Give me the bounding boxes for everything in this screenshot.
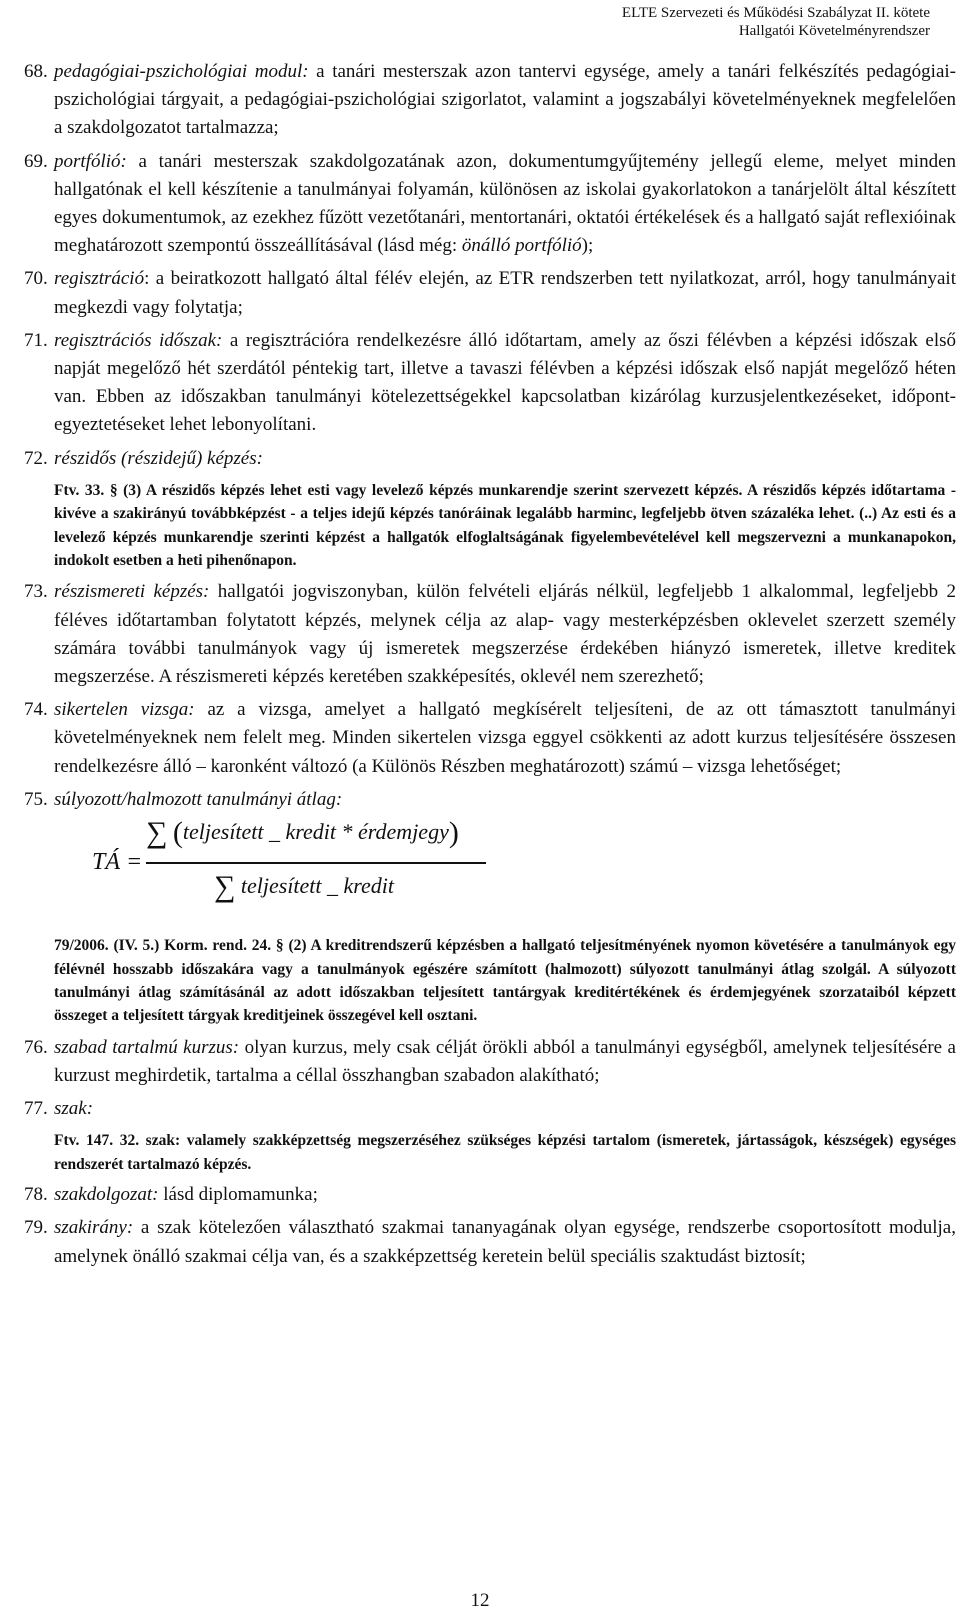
close-paren: ) [448, 816, 459, 850]
item-number: 70. [24, 268, 48, 290]
item-number: 74. [24, 699, 48, 721]
item-number: 77. [24, 1098, 48, 1120]
citation-text: Ftv. 147. 32. szak: valamely szakképzettség megszerzéséhez szükséges képzési tartalom (ismeretek, jártasságok, készségek) egységes rendszerét tartalmazó képzés. [54, 1132, 956, 1173]
definition-text: a regisztrációra rendelkezésre álló időtartam, amely az őszi félévben a képzési időszak első napját megelőző hét szerdától péntekig tart, illetve a tavaszi félévben a képzési időszak első napját megelőző héten van. Ebben az időszakban tanulmányi kötelezettségekkel kapcsolatban kizárólag kurzusjelentkezéseket, időpont-egyeztetéseket lehet lebonyolítani. [54, 329, 957, 436]
item-number: 75. [24, 788, 48, 810]
definition-text: lásd diplomamunka; [158, 1184, 318, 1206]
definition-70 [24, 265, 956, 321]
legal-citation-72 [24, 479, 956, 573]
item-number: 71. [24, 329, 48, 351]
definition-text: az a vizsga, amelyet a hallgató megkísérelt teljesíteni, de az ott támasztott tanulmányi követelményeknek nem felelt meg. Minden sikertelen vizsga eggyel csökkenti az adott kurzus teljesítésére összesen rendelkezésre álló – karonként változó (a Különös Részben meghatározott) számú – vizsga lehetőséget; [54, 699, 956, 777]
term: szak: [54, 1098, 94, 1120]
definition-76 [24, 1034, 956, 1090]
cross-reference: önálló portfólió [461, 235, 582, 257]
definition-tail: ); [581, 235, 594, 257]
term: részismereti képzés: [54, 581, 210, 603]
open-paren: ( [172, 816, 183, 850]
sum-symbol: ∑ [214, 870, 236, 904]
definition-text: a tanári mesterszak azon tantervi egysége, amely a tanári felkészítés pedagógiai-pszichológiai tárgyait, a pedagógiai-pszichológiai szigorlatot, valamint a jogszabályi követelményeknek megfelelően a szakdolgozatot tartalmazza; [54, 61, 956, 139]
definition-75 [24, 786, 956, 814]
definition-text: : a beiratkozott hallgató által félév elején, az ETR rendszerben tett nyilatkozat, arról, hogy tanulmányait megkezdi vagy folytatja; [54, 268, 956, 318]
definition-78 [24, 1181, 956, 1209]
citation-text: 79/2006. (IV. 5.) Korm. rend. 24. § (2) A kreditrendszerű képzésben a hallgató teljesítményének nyomon követésére a tanulmányok egy félévnél hosszabb időszakára vagy a tanulmányok egészére számított (halmozott) súlyozott tanulmányi átlag szolgál. A súlyozott tanulmányi átlag számításánál az adott időszakban teljesített tantárgyak kreditértékének és érdemjegyének szorzataiból képzett összeget a teljesített tárgyak kreditjeinek összegével kell osztani. [54, 937, 956, 1025]
term: részidős (részidejű) képzés: [54, 447, 263, 469]
running-header [622, 4, 930, 40]
definition-text: hallgatói jogviszonyban, külön felvételi eljárás nélkül, legfeljebb 1 alkalommal, legfeljebb 2 féléves időtartamban folytatott képzés, melynek célja az alap- vagy mesterképzésben oklevelet szerzett személy számára további tanulmányok vagy új ismeretek megszerzése érdekében hiányzó ismeretek, illetve kreditek megszerzése. A részismereti képzés keretében szakképesítés, oklevél nem szerezhető; [54, 581, 956, 688]
term: portfólió: [54, 150, 127, 172]
definition-text: a szak kötelezően választható szakmai tananyagának olyan egysége, rendszerbe csoportosított modulja, amelynek önálló szakmai célja van, és a szakképzettség keretein belül speciális szaktudást biztosít; [54, 1217, 956, 1267]
page-number: 12 [470, 1590, 490, 1611]
definition-68 [24, 58, 956, 143]
term: pedagógiai-pszichológiai modul: [54, 61, 309, 82]
header-line-1: ELTE Szervezeti és Működési Szabályzat II. kötete [621, 5, 930, 21]
fraction-bar [146, 862, 486, 864]
definition-73 [24, 578, 956, 691]
definition-79 [24, 1214, 956, 1270]
definition-74 [24, 696, 956, 781]
term: szakirány: [54, 1217, 134, 1239]
item-number: 69. [24, 150, 48, 172]
legal-citation-77 [24, 1129, 956, 1176]
definition-77 [24, 1095, 956, 1123]
denominator-text: teljesített _ kredit [240, 873, 395, 899]
definitions-list [24, 52, 956, 1271]
numerator-text: teljesített _ kredit * érdemjegy [182, 819, 449, 845]
term: sikertelen vizsga: [54, 699, 195, 721]
item-number: 68. [24, 61, 48, 82]
citation-text: Ftv. 33. § (3) A részidős képzés lehet esti vagy levelező képzés munkarendje szerint szervezett képzés. A részidős képzés időtartama - kivéve a szakirányú továbbképzést - a teljes idejű képzés tanóráinak legalább harminc, legfeljebb ötven százaléka lehet. (..) Az esti és a levelező képzés munkarendje szerinti képzést a hallgatók elfoglaltságának figyelembevételével kell megszervezni a munkanapokon, indokolt esetben a heti pihenőnapon. [54, 481, 956, 570]
definition-71 [24, 327, 956, 440]
term: súlyozott/halmozott tanulmányi átlag: [54, 788, 343, 810]
weighted-average-formula [24, 816, 956, 928]
formula-lhs: TÁ = [92, 849, 143, 876]
header-line-2: Hallgatói Követelményrendszer [738, 23, 930, 39]
sum-symbol: ∑ [146, 816, 168, 850]
term: szabad tartalmú kurzus: [54, 1036, 240, 1058]
term: szakdolgozat: [54, 1184, 159, 1206]
item-number: 76. [24, 1036, 48, 1058]
formula-denominator [214, 870, 394, 904]
definition-72 [24, 445, 956, 473]
item-number: 72. [24, 447, 48, 469]
item-number: 79. [24, 1217, 48, 1239]
definition-text: olyan kurzus, mely csak célját örökli abból a tanulmányi egységből, amelynek teljesítésére a kurzust meghirdetik, tartalma a céllal összhangban szabadon alakítható; [54, 1036, 956, 1086]
definition-69 [24, 148, 956, 261]
term: regisztráció [54, 268, 145, 290]
item-number: 73. [24, 581, 48, 603]
definition-text: a tanári mesterszak szakdolgozatának azon, dokumentumgyűjtemény jellegű eleme, melyet minden hallgatónak el kell készítenie a tanulmányai folyamán, különösen az iskolai gyakorlatokon a tanárjelölt által készített egyes dokumentumok, az ezekhez fűzött vezetőtanári, mentortanári, oktatói értékelések és a hallgató saját reflexióinak meghatározott szempontú összeállításával (lásd még: [54, 150, 956, 257]
formula-numerator [146, 816, 459, 850]
legal-citation-75 [24, 934, 956, 1028]
term: regisztrációs időszak: [54, 329, 223, 351]
item-number: 78. [24, 1184, 48, 1206]
